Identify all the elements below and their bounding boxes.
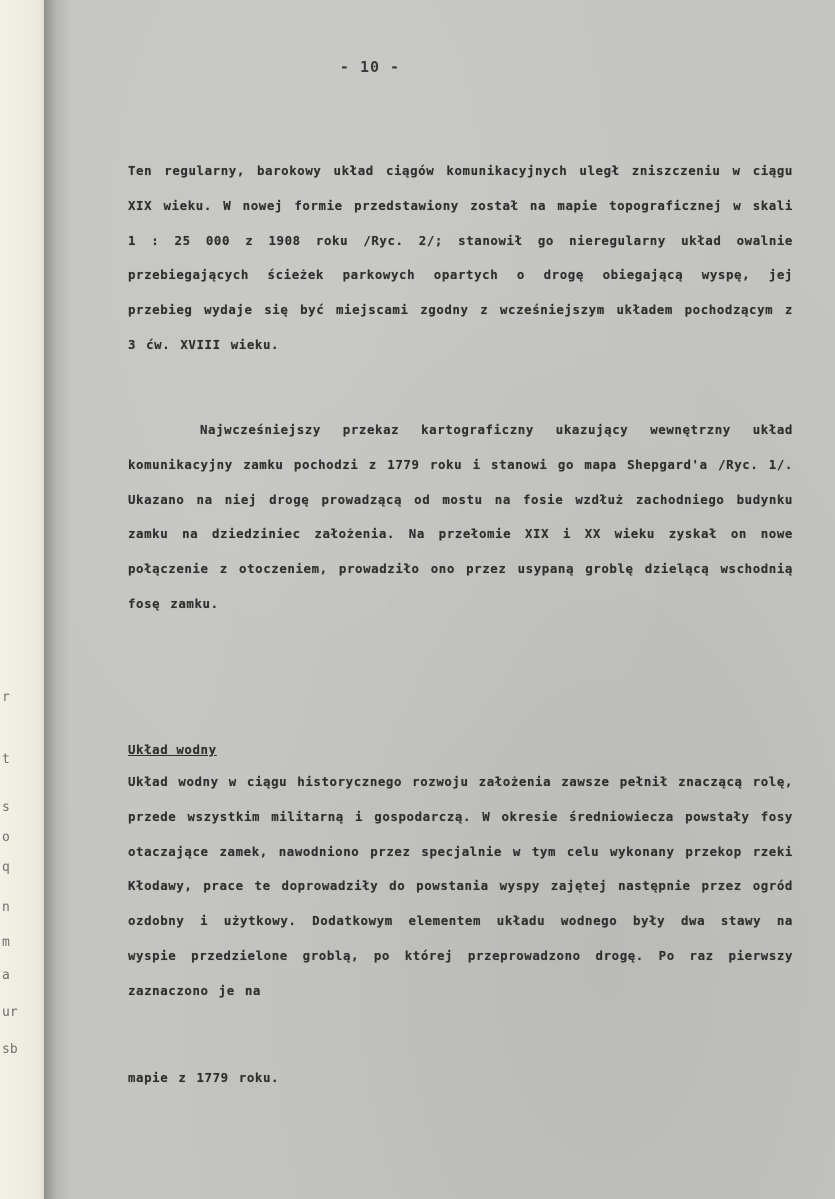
edge-letter: t xyxy=(2,752,10,767)
edge-letter: s xyxy=(2,800,10,815)
section-heading-water-system: Układ wodny xyxy=(128,742,217,757)
paragraph-cartographic-record: Najwcześniejszy przekaz kartograficzny ukazujący wewnętrzny układ komunikacyjny zamku pochodzi z 1779 roku i stanowi go mapa Shepgard'a /Ryc. 1/. Ukazano na niej drogę prowadzącą od mostu na fosie wzdłuż zachodniego budynku zamku na dziedziniec założenia. Na przełomie XIX i XX wieku zyskał on nowe połączenie z otoczeniem, prowadziło ono przez usypaną groblę dzielącą wschodnią fosę zamku. xyxy=(128,422,793,611)
previous-page-edge xyxy=(0,0,48,1199)
page-number: - 10 - xyxy=(339,58,401,76)
paragraph-communication-routes: Ten regularny, barokowy układ ciągów komunikacyjnych uległ zniszczeniu w ciągu XIX wieku. W nowej formie przedstawiony został na mapie topograficznej w skali 1 : 25 000 z 1908 roku /Ryc. 2/; stanowił go nieregularny układ owalnie przebiegających ścieżek parkowych opartych o drogę obiegającą wyspę, jej przebieg wydaje się być miejscami zgodny z wcześniejszym układem pochodzącym z 3 ćw. XVIII wieku. xyxy=(128,163,793,352)
edge-letter: a xyxy=(2,968,10,983)
paragraph-water-system-last-line: mapie z 1779 roku. xyxy=(128,1070,280,1085)
edge-letter: n xyxy=(2,900,10,915)
edge-letter: ur xyxy=(2,1005,18,1020)
paragraph-water-system: Układ wodny w ciągu historycznego rozwoju założenia zawsze pełnił znaczącą rolę, przede wszystkim militarną i gospodarczą. W okresie średniowiecza powstały fosy otaczające zamek, nawodniono przez specjalnie w tym celu wykonany przekop rzeki Kłodawy, prace te doprowadziły do powstania wyspy zajętej następnie przez ogród ozdobny i użytkowy. Dodatkowym elementem układu wodnego były dwa stawy na wyspie przedzielone groblą, po której przeprowadzono drogę. Po raz pierwszy zaznaczono je na xyxy=(128,774,793,998)
edge-letter: o xyxy=(2,830,10,845)
typewritten-page xyxy=(70,0,835,1199)
edge-letter: sb xyxy=(2,1042,18,1057)
edge-letter: r xyxy=(2,690,10,705)
edge-letter: q xyxy=(2,860,10,875)
edge-letter: m xyxy=(2,935,10,950)
